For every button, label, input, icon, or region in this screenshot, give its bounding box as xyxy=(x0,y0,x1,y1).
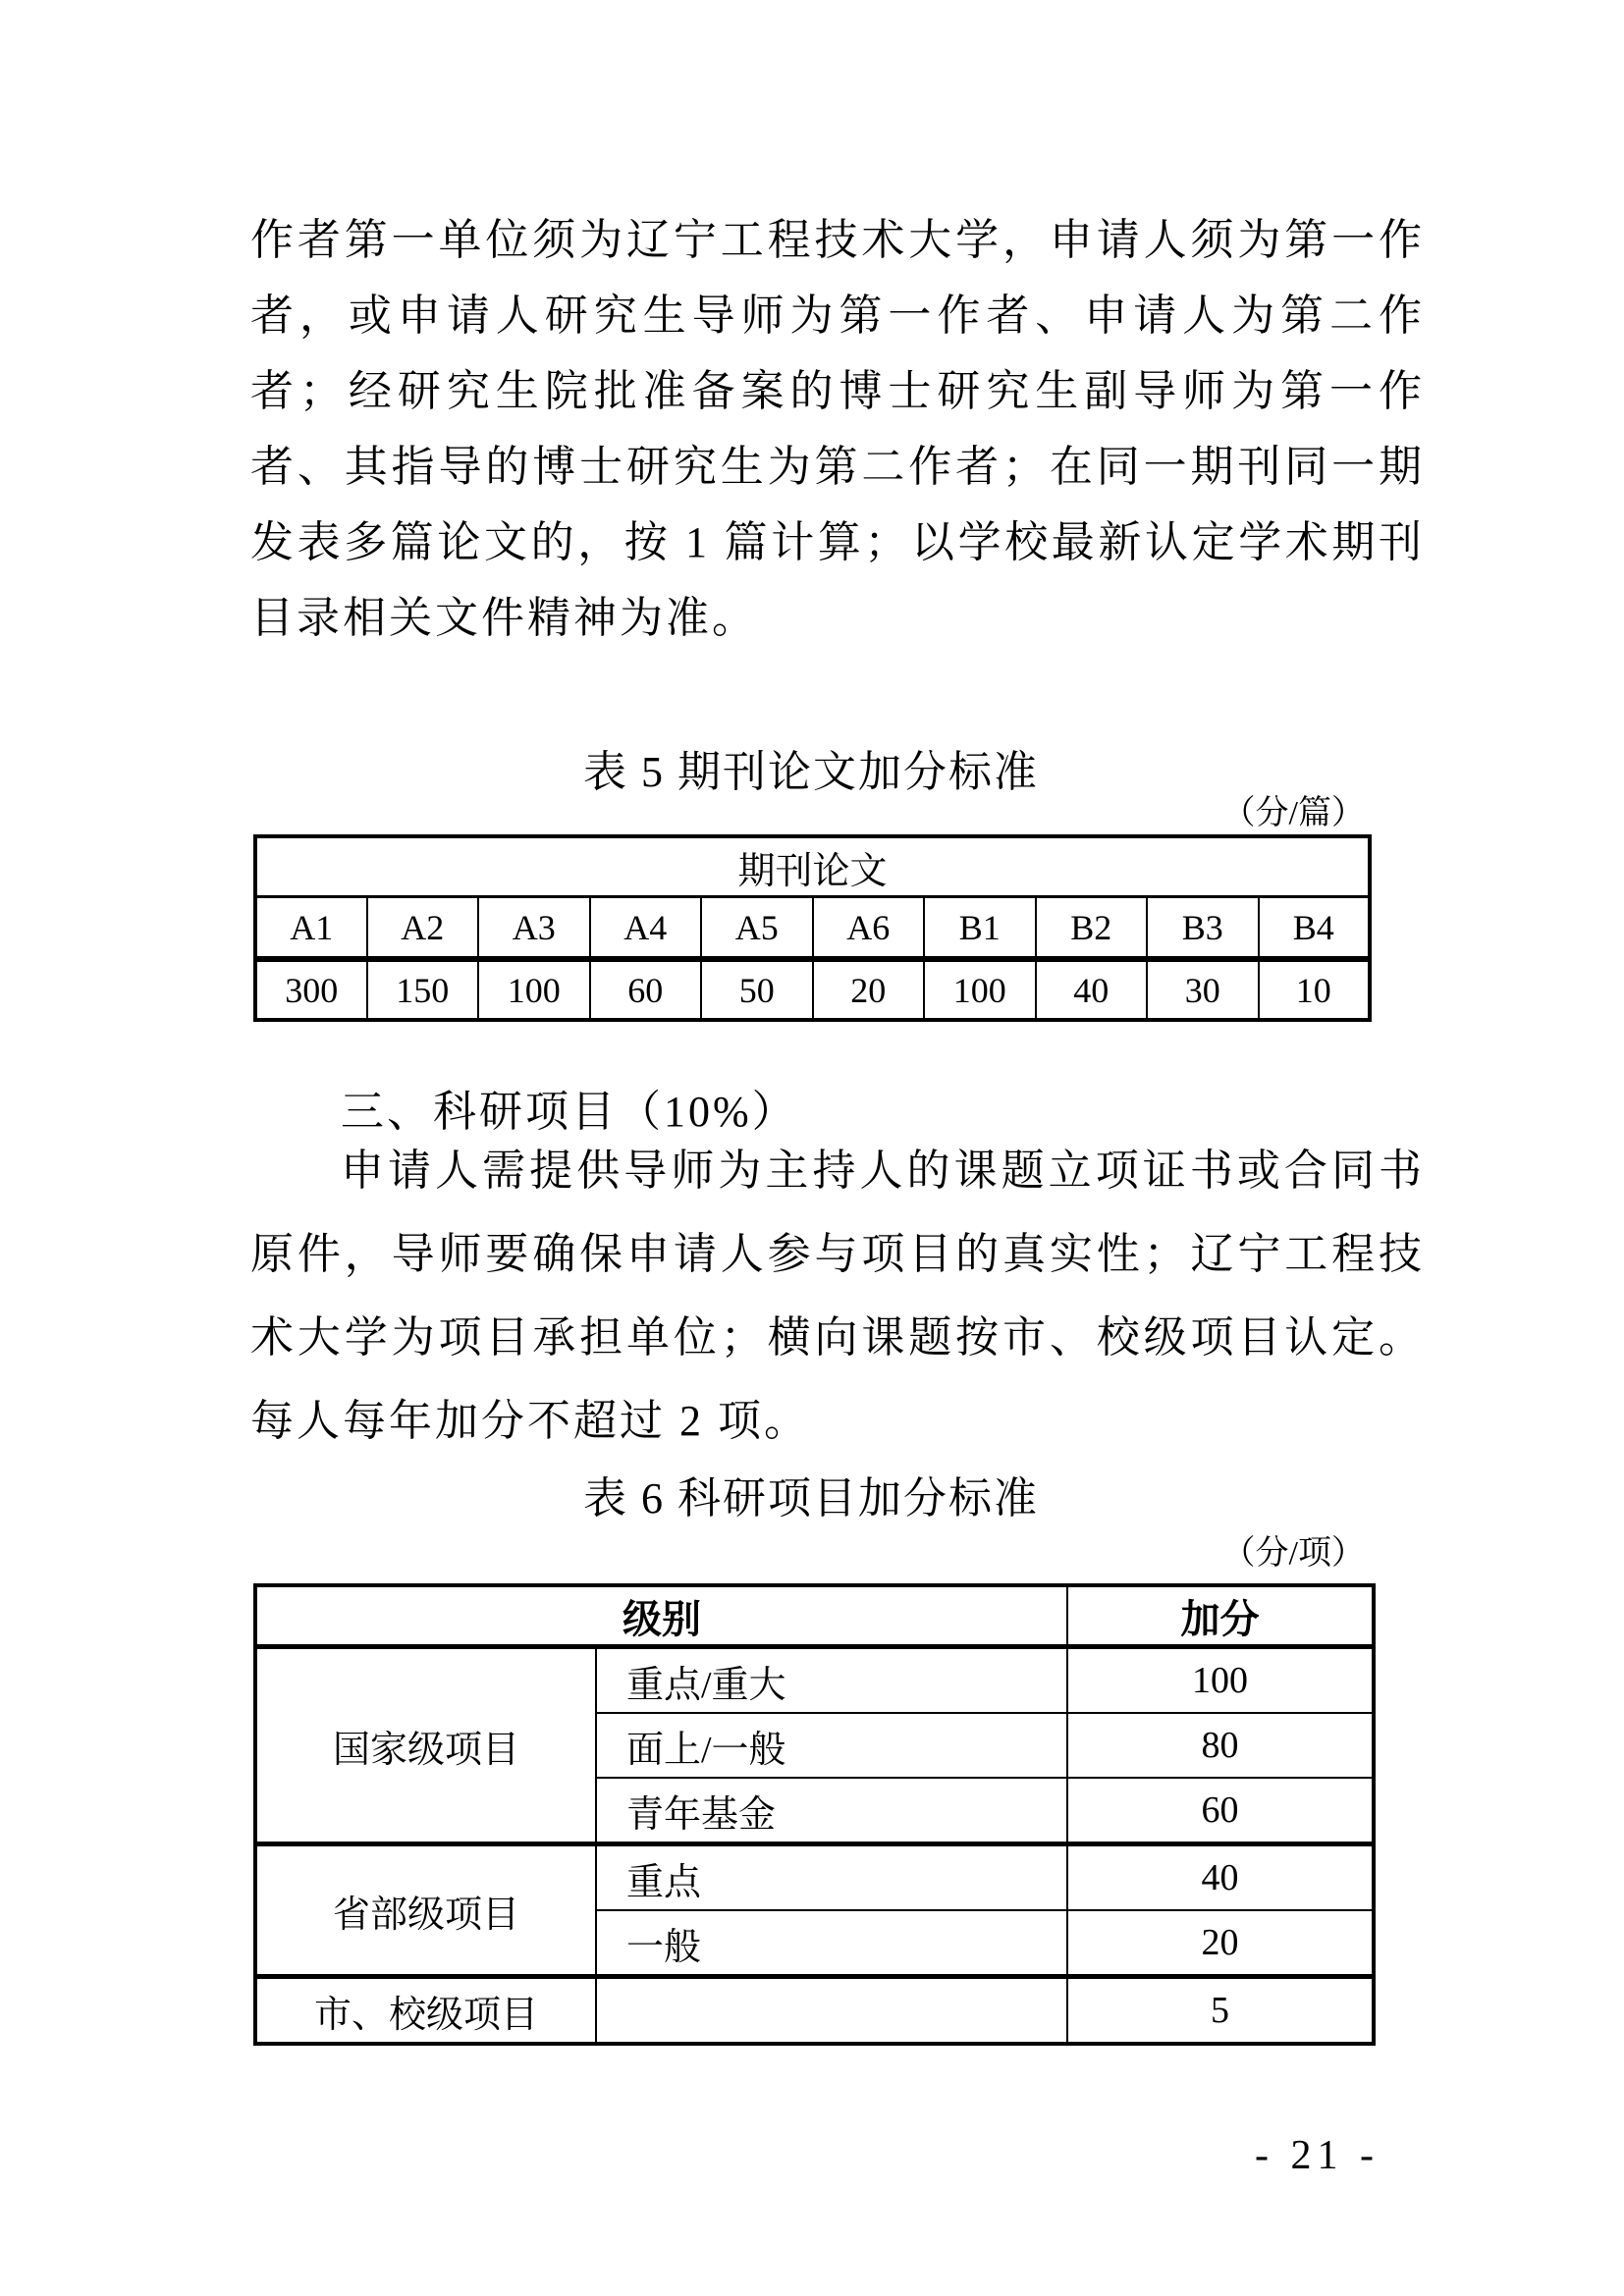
table5-journal-paper-scores xyxy=(253,834,1372,1022)
section3-heading: 三、科研项目（10%） xyxy=(341,1088,798,1136)
table6-header-score: 加分 xyxy=(1067,1585,1374,1647)
table5-score: 20 xyxy=(813,959,925,1020)
table5-category-row xyxy=(255,897,1370,960)
table5-col-label: A3 xyxy=(478,897,590,960)
table5-score: 100 xyxy=(478,959,590,1020)
table6-research-project-scores xyxy=(253,1583,1376,2046)
table6-score: 80 xyxy=(1067,1713,1374,1778)
table6-score: 100 xyxy=(1067,1647,1374,1714)
table5-score: 10 xyxy=(1259,959,1371,1020)
table5-col-label: A4 xyxy=(590,897,702,960)
table5-col-label: A2 xyxy=(367,897,479,960)
table6-subcategory: 青年基金 xyxy=(596,1778,1067,1844)
table6-group-national: 国家级项目 xyxy=(255,1647,596,1844)
table6-subcategory: 一般 xyxy=(596,1910,1067,1977)
table5-score: 300 xyxy=(255,959,367,1020)
table-row xyxy=(255,1647,1374,1714)
table5-score: 150 xyxy=(367,959,479,1020)
table5-score: 60 xyxy=(590,959,702,1020)
table-row xyxy=(255,1844,1374,1911)
table6-score: 5 xyxy=(1067,1977,1374,2045)
table5-title: 表 5 期刊论文加分标准 xyxy=(583,748,1039,796)
table5-col-label: B3 xyxy=(1147,897,1259,960)
table5-col-label: B4 xyxy=(1259,897,1371,960)
table6-subcategory: 面上/一般 xyxy=(596,1713,1067,1778)
table5-col-label: B1 xyxy=(924,897,1036,960)
table5-values-row xyxy=(255,959,1370,1020)
page-number: - 21 - xyxy=(1255,2133,1380,2178)
paragraph-research-project-rules: 申请人需提供导师为主持人的课题立项证书或合同书原件，导师要确保申请人参与项目的真实性；辽宁工程技术大学为项目承担单位；横向课题按市、校级项目认定。每人每年加分不超过 2 项。 xyxy=(250,1147,1425,1445)
table5-score: 30 xyxy=(1147,959,1259,1020)
table5-score: 100 xyxy=(924,959,1036,1020)
table5-unit-note: （分/篇） xyxy=(1221,795,1365,831)
table5-header-cell: 期刊论文 xyxy=(255,836,1370,897)
table-row xyxy=(255,1977,1374,2045)
table6-group-provincial: 省部级项目 xyxy=(255,1844,596,1977)
table6-subcategory: 重点 xyxy=(596,1844,1067,1911)
table5-score: 50 xyxy=(701,959,813,1020)
table5-col-label: A1 xyxy=(255,897,367,960)
table5-col-label: B2 xyxy=(1036,897,1148,960)
table6-score: 20 xyxy=(1067,1910,1374,1977)
table6-header-level: 级别 xyxy=(255,1585,1067,1647)
table5-header-row xyxy=(255,836,1370,897)
table6-subcategory-empty xyxy=(596,1977,1067,2045)
table5-col-label: A6 xyxy=(813,897,925,960)
table6-group-city: 市、校级项目 xyxy=(255,1977,596,2045)
table6-title: 表 6 科研项目加分标准 xyxy=(583,1474,1039,1522)
table5-score: 40 xyxy=(1036,959,1148,1020)
table5-col-label: A5 xyxy=(701,897,813,960)
table6-unit-note: （分/项） xyxy=(1221,1535,1365,1572)
table6-subcategory: 重点/重大 xyxy=(596,1647,1067,1714)
table6-header-row xyxy=(255,1585,1374,1647)
table6-score: 60 xyxy=(1067,1778,1374,1844)
paragraph-journal-author-rules: 作者第一单位须为辽宁工程技术大学，申请人须为第一作者，或申请人研究生导师为第一作者、申请人为第二作者；经研究生院批准备案的博士研究生副导师为第一作者、其指导的博士研究生为第二作者；在同一期刊同一期发表多篇论文的，按 1 篇计算；以学校最新认定学术期刊目录相关文件精神为准。 xyxy=(250,216,1425,642)
table6-score: 40 xyxy=(1067,1844,1374,1911)
